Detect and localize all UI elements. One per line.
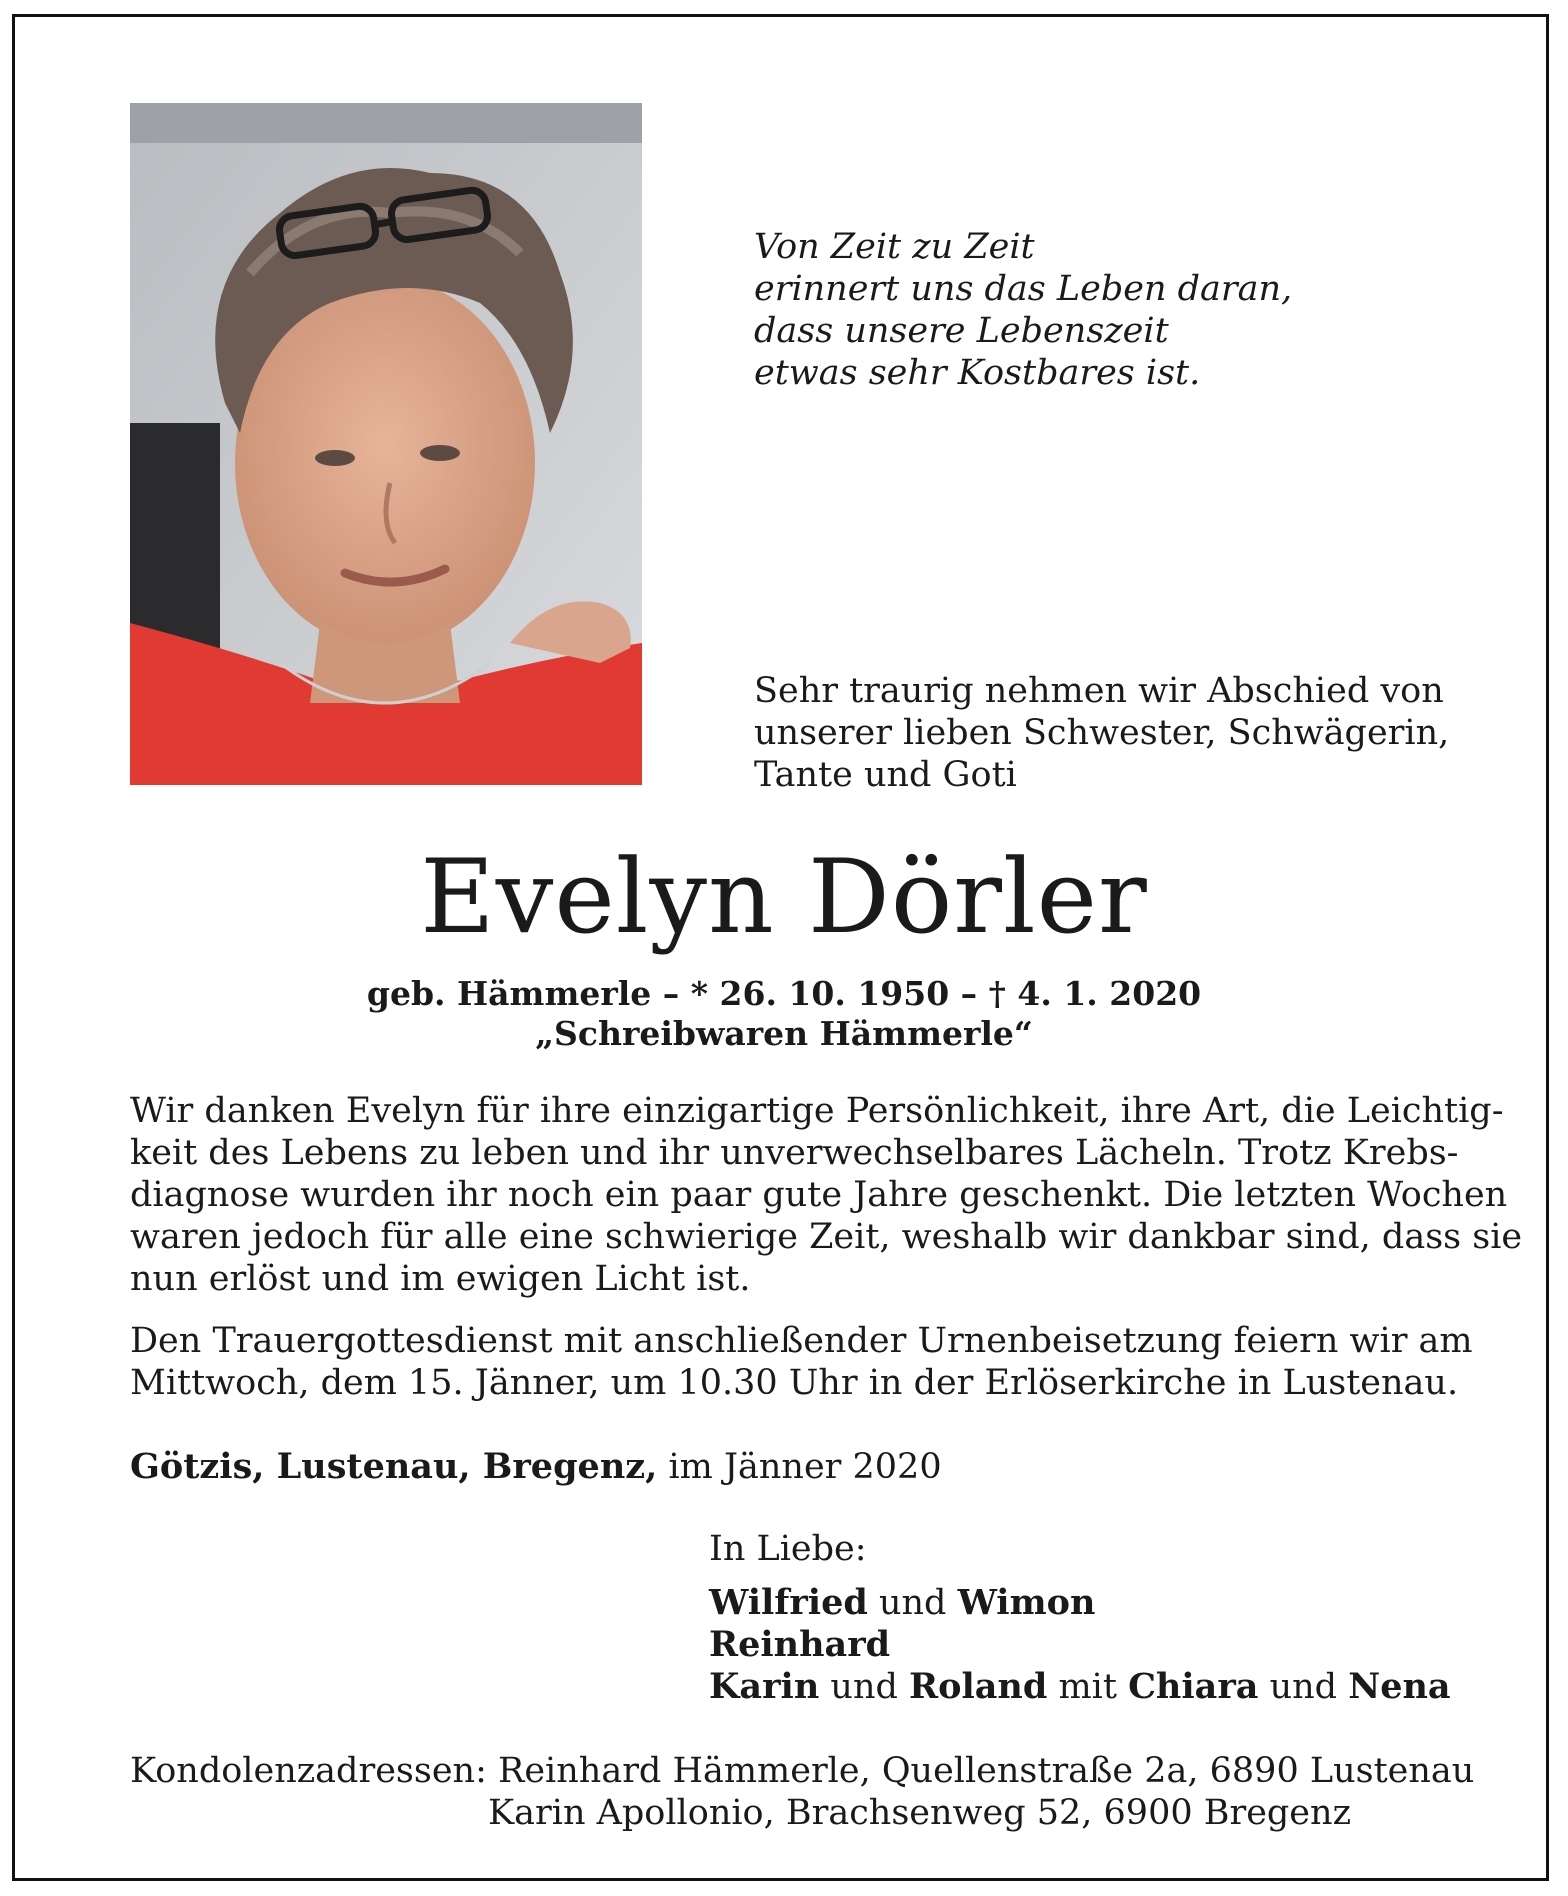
- condolence-addresses: [130, 1750, 1474, 1834]
- connector: und: [1258, 1667, 1349, 1707]
- paragraph-service: [130, 1320, 1473, 1404]
- family-label: In Liebe:: [709, 1529, 867, 1569]
- family-member: Chiara: [1128, 1666, 1259, 1707]
- quote-line: Von Zeit zu Zeit: [754, 227, 1035, 267]
- paragraph-gratitude: [130, 1090, 1523, 1300]
- quote-block: [754, 226, 1292, 394]
- business-name: „Schreibwaren Hämmerle“: [535, 1014, 1033, 1053]
- family-row: [709, 1624, 1451, 1666]
- paragraph-line: nun erlöst und im ewigen Licht ist.: [130, 1259, 751, 1299]
- family-signatures: [709, 1528, 1451, 1708]
- paragraph-line: waren jedoch für alle eine schwierige Zeit, weshalb wir dankbar sind, dass sie: [130, 1217, 1523, 1257]
- family-row: [709, 1582, 1451, 1624]
- family-row: [709, 1666, 1451, 1708]
- quote-line: etwas sehr Kostbares ist.: [754, 353, 1201, 393]
- deceased-name: Evelyn Dörler: [420, 838, 1148, 957]
- intro-text: [754, 670, 1450, 796]
- paragraph-line: Mittwoch, dem 15. Jänner, um 10.30 Uhr in der Erlöserkirche in Lustenau.: [130, 1363, 1459, 1403]
- portrait-illustration: [130, 103, 642, 785]
- paragraph-line: Wir danken Evelyn für ihre einzigartige Persönlichkeit, ihre Art, die Leichtig-: [130, 1091, 1504, 1131]
- paragraph-line: Den Trauergottesdienst mit anschließender Urnenbeisetzung feiern wir am: [130, 1321, 1473, 1361]
- connector: und: [819, 1667, 910, 1707]
- family-member: Nena: [1348, 1666, 1451, 1707]
- intro-line: unserer lieben Schwester, Schwägerin,: [754, 713, 1450, 753]
- family-member: Roland: [909, 1666, 1048, 1707]
- birth-death-dates: geb. Hämmerle – * 26. 10. 1950 – † 4. 1. 2020: [366, 974, 1202, 1013]
- paragraph-line: keit des Lebens zu leben und ihr unverwechselbares Lächeln. Trotz Krebs-: [130, 1133, 1459, 1173]
- date-text: im Jänner 2020: [657, 1447, 942, 1487]
- place-date-line: [130, 1446, 942, 1488]
- intro-line: Tante und Goti: [754, 755, 1017, 795]
- address-line: Karin Apollonio, Brachsenweg 52, 6900 Bregenz: [488, 1793, 1352, 1833]
- paragraph-line: diagnose wurden ihr noch ein paar gute Jahre geschenkt. Die letzten Wochen: [130, 1175, 1508, 1215]
- quote-line: dass unsere Lebenszeit: [754, 311, 1169, 351]
- intro-line: Sehr traurig nehmen wir Abschied von: [754, 671, 1444, 711]
- connector: mit: [1047, 1667, 1129, 1707]
- family-member: Wilfried: [709, 1582, 868, 1623]
- family-member: Karin: [709, 1666, 820, 1707]
- place-names: Götzis, Lustenau, Bregenz,: [130, 1446, 658, 1487]
- address-line: Kondolenzadressen: Reinhard Hämmerle, Quellenstraße 2a, 6890 Lustenau: [130, 1751, 1475, 1791]
- portrait-photo: [130, 103, 642, 785]
- quote-line: erinnert uns das Leben daran,: [754, 269, 1293, 309]
- family-member: Reinhard: [709, 1624, 891, 1665]
- family-member: Wimon: [957, 1582, 1096, 1623]
- connector: und: [867, 1583, 958, 1623]
